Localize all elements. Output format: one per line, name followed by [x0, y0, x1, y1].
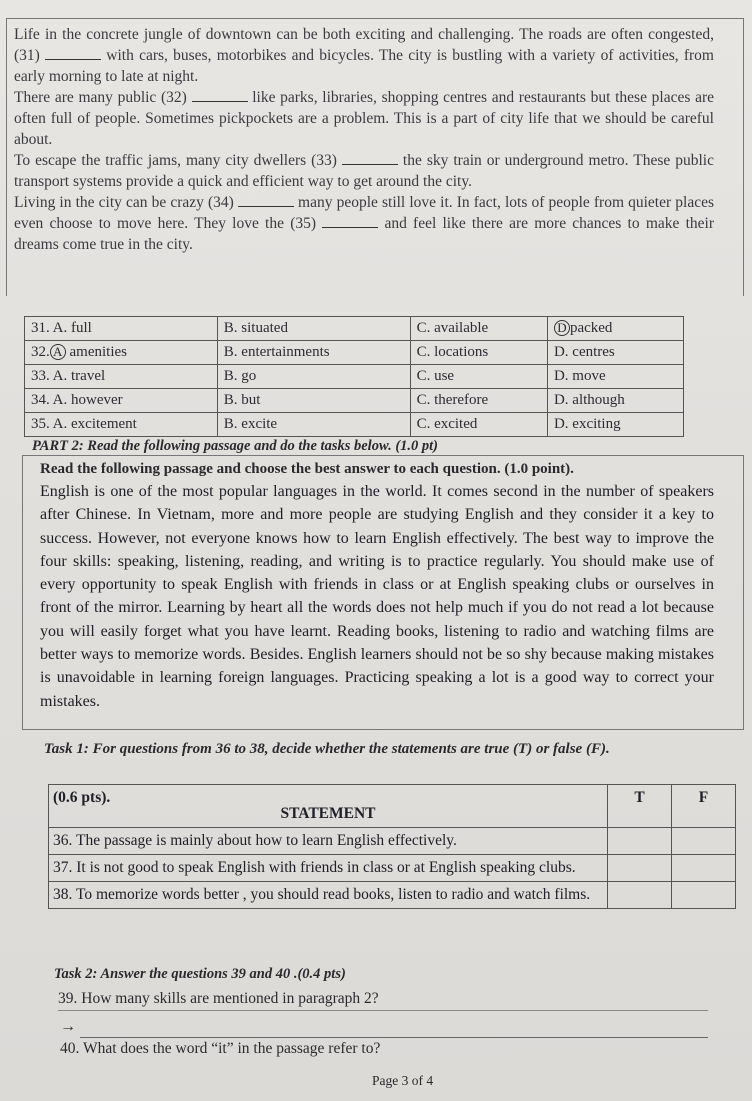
options-row-31 — [25, 317, 684, 341]
option-32a[interactable]: 32. A amenities — [25, 341, 218, 365]
option-35a[interactable]: 35. A. excitement — [25, 413, 218, 437]
statement-row-37 — [49, 855, 736, 882]
false-column-header: F — [672, 785, 736, 828]
option-33a[interactable]: 33. A. travel — [25, 365, 218, 389]
statement-row-38 — [49, 882, 736, 909]
cloze-paragraph-4: Living in the city can be crazy (34) many people still love it. In fact, lots of people from quieter places even choose to move here. They love the (35) and feel like there are more chances to make their dreams come true in the city. — [14, 194, 714, 253]
answer-blank-34[interactable] — [238, 194, 294, 207]
option-33b[interactable]: B. go — [217, 365, 410, 389]
task1-heading: Task 1: For questions from 36 to 38, decide whether the statements are true (T) or false (F). — [44, 741, 610, 757]
answer-38-true[interactable] — [607, 882, 671, 909]
option-35b[interactable]: B. excite — [217, 413, 410, 437]
true-false-table — [48, 784, 736, 909]
answer-blank-31[interactable] — [45, 47, 101, 60]
cloze-passage — [14, 24, 714, 255]
answer-blank-33[interactable] — [342, 152, 398, 165]
answer-blank-35[interactable] — [322, 215, 378, 228]
option-34d[interactable]: D. although — [547, 389, 683, 413]
option-33c[interactable]: C. use — [410, 365, 547, 389]
circled-answer-mark: A — [50, 344, 66, 360]
option-32c[interactable]: C. locations — [410, 341, 547, 365]
answer-line-39[interactable] — [58, 1010, 708, 1011]
option-35c[interactable]: C. excited — [410, 413, 547, 437]
options-row-35 — [25, 413, 684, 437]
true-column-header: T — [607, 785, 671, 828]
option-35d[interactable]: D. exciting — [547, 413, 683, 437]
tf-header-statement — [49, 785, 608, 828]
part2-heading: PART 2: Read the following passage and do the tasks below. (1.0 pt) — [32, 438, 439, 454]
question-39: 39. How many skills are mentioned in paragraph 2? — [58, 990, 379, 1007]
statement-header: STATEMENT — [280, 805, 376, 822]
option-34c[interactable]: C. therefore — [410, 389, 547, 413]
answer-37-false[interactable] — [672, 855, 736, 882]
task1-points: (0.6 pts). — [53, 789, 111, 806]
answer-37-true[interactable] — [607, 855, 671, 882]
arrow-icon: → — [60, 1018, 76, 1035]
option-32b[interactable]: B. entertainments — [217, 341, 410, 365]
question-40: 40. What does the word “it” in the passage refer to? — [60, 1040, 381, 1057]
reading-passage: English is one of the most popular languages in the world. It comes second in the number of speakers after Chinese. In Vietnam, more and more people are studying English and they consider it a key to success. However, not everyone knows how to learn English effectively. The best way to improve the four skills: speaking, listening, reading, and writing is to practice regularly. You should make use of every opportunity to speak English with friends in class or at English speaking clubs or ourselves in front of the mirror. Learning by heart all the words does not help much if you do not read a lot because you will easily forget what you have learnt. Reading books, listening to radio and watching films are better ways to memorize words. Besides. English learners should not be so shy because making mistakes is unavoidable in learning foreign languages. Practicing speaking a lot is a good way to correct your mistakes. — [40, 483, 714, 710]
circled-answer-mark: D — [554, 320, 570, 336]
option-31c[interactable]: C. available — [410, 317, 547, 341]
options-table — [24, 316, 684, 437]
task2-heading: Task 2: Answer the questions 39 and 40 .(0.4 pts) — [54, 966, 346, 982]
part2-instruction: Read the following passage and choose the best answer to each question. (1.0 point). — [40, 461, 574, 477]
tf-header-row — [49, 785, 736, 828]
cloze-paragraph-2: There are many public (32) like parks, libraries, shopping centres and restaurants but these places are often full of people. Sometimes pickpockets are a problem. This is a part of city life that we should be careful about. — [14, 89, 714, 148]
options-row-32 — [25, 341, 684, 365]
statement-37: 37. It is not good to speak English with friends in class or at English speaking clubs. — [49, 855, 608, 882]
option-31b[interactable]: B. situated — [217, 317, 410, 341]
cloze-paragraph-1: Life in the concrete jungle of downtown can be both exciting and challenging. The roads are often congested, (31) with cars, buses, motorbikes and bicycles. The city is bustling with a variety of activities, from early morning to late at night. — [14, 26, 714, 85]
options-row-33 — [25, 365, 684, 389]
statement-38: 38. To memorize words better , you should read books, listen to radio and watch films. — [49, 882, 608, 909]
option-31a[interactable]: 31. A. full — [25, 317, 218, 341]
option-32d[interactable]: D. centres — [547, 341, 683, 365]
option-34a[interactable]: 34. A. however — [25, 389, 218, 413]
statement-row-36 — [49, 828, 736, 855]
statement-36: 36. The passage is mainly about how to learn English effectively. — [49, 828, 608, 855]
options-row-34 — [25, 389, 684, 413]
answer-36-false[interactable] — [672, 828, 736, 855]
cloze-paragraph-3: To escape the traffic jams, many city dwellers (33) the sky train or underground metro. These public transport systems provide a quick and efficient way to get around the city. — [14, 152, 714, 190]
page-number: Page 3 of 4 — [372, 1073, 434, 1088]
answer-38-false[interactable] — [672, 882, 736, 909]
answer-36-true[interactable] — [607, 828, 671, 855]
option-31d[interactable]: D packed — [547, 317, 683, 341]
answer-blank-32[interactable] — [192, 89, 248, 102]
option-33d[interactable]: D. move — [547, 365, 683, 389]
option-34b[interactable]: B. but — [217, 389, 410, 413]
answer-line[interactable] — [80, 1037, 708, 1038]
